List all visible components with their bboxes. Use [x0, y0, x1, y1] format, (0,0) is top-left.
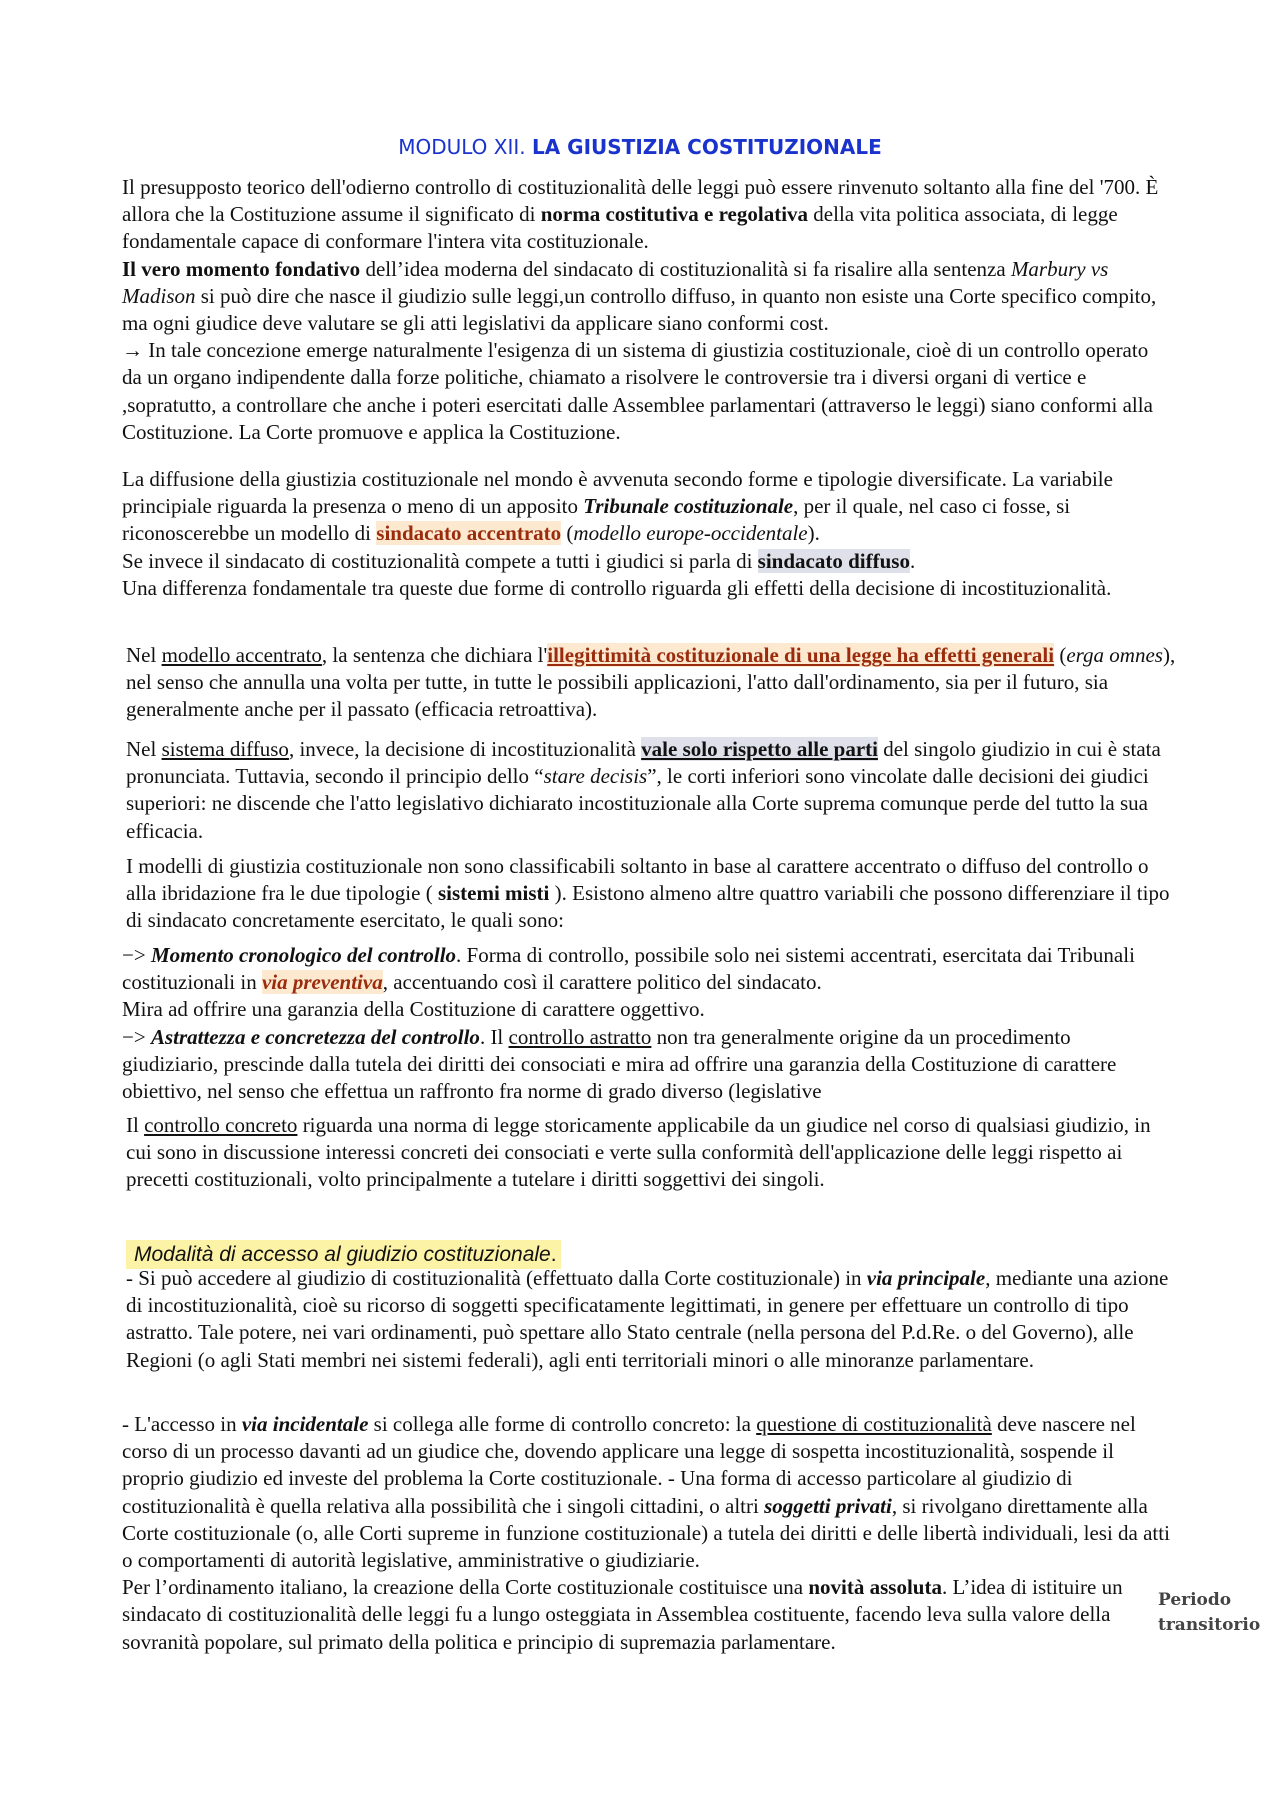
text: . Forma di controllo, possibile solo nei sistemi accentrati, esercitata dai Tribunali costituzionali in — [122, 943, 1135, 995]
text: Per l’ordinamento italiano, la creazione della Corte costituzionale costituisce una — [122, 1575, 809, 1600]
text: I modelli di giustizia costituzionale non sono classificabili soltanto in base al carattere accentrato o diffuso del controllo o alla ibridazione fra le due tipologie ( — [126, 854, 1149, 906]
text: dell’idea moderna del sindacato di costituzionalità si fa risalire alla sentenza — [360, 256, 1011, 281]
heading-dot: . — [550, 1243, 557, 1266]
text: Il presupposto teorico dell'odierno controllo di costituzionalità delle leggi può essere rinvenuto soltanto alla fine del '700. È allora che la Costituzione assume il significato di — [122, 175, 1159, 227]
margin-note — [1158, 1588, 1278, 1638]
text: deve nascere nel corso di un processo davanti ad un giudice che, dovendo applicare una legge di sospetta incostituzionalità, sospende il proprio giudizio ed investe del problema la Corte costituzionale. - Una forma di accesso particolare al giudizio di costituzionalità è quella relativa alla possibilità che i singoli cittadini, o altri — [122, 1412, 1136, 1518]
variabili-paragraph — [122, 942, 1172, 1105]
text: , si rivolgano direttamente alla Corte costituzionale (o, alle Corti supreme in funzione costituzionale) a tutela dei diritti e delle libertà individuali, lesi da atti o comportamenti di autorità legislative, amministrative o giudiziarie. — [122, 1493, 1170, 1573]
diffusion-paragraph — [122, 466, 1172, 602]
text: La diffusione della giustizia costituzionale nel mondo è avvenuta secondo forme e tipologie diversificate. La variabile principiale riguarda la presenza o meno di un apposito — [122, 467, 1113, 519]
accesso-paragraph — [126, 1265, 1176, 1374]
intro-paragraph — [122, 174, 1172, 446]
underlined-text: sistema diffuso — [161, 737, 289, 761]
text: si può dire che nasce il giudizio sulle leggi,un controllo diffuso, in quanto non esiste una Corte specifico compito, ma ogni giudice deve valutare se gli atti legislativi da applicare siano conformi cost. — [122, 283, 1157, 336]
arrow-icon: → — [122, 338, 143, 363]
text: si collega alle forme di controllo concreto: la — [368, 1412, 757, 1436]
text: ), nel senso che annulla una volta per tutte, in tutte le possibili applicazioni, l'atto dall'ordinamento, sia per il futuro, sia generalmente anche per il passato (efficacia retroattiva). — [126, 643, 1176, 722]
text: , accentuando così il carattere politico del sindacato. — [382, 970, 822, 995]
text: , mediante una azione di incostituzionalità, cioè su ricorso di soggetti specificatamente legittimati, in genere per effettuare un controllo di tipo astratto. Tale potere, nei vari ordinamenti, può spettare allo Stato centrale (nella persona del P.d.Re. o del Governo), alle Regioni (o agli Stati membri nei sistemi federali), agli enti territoriali minori o alle minoranze parlamentare. — [126, 1266, 1169, 1372]
underlined-text: modello accentrato — [161, 643, 322, 667]
text: , per il quale, nel caso ci fosse, si riconoscerebbe un modello di — [122, 494, 1071, 546]
text: Una differenza fondamentale tra queste due forme di controllo riguarda gli effetti della decisione di incostituzionalità. — [122, 575, 1112, 600]
modelli-paragraph — [126, 853, 1176, 935]
bold-italic-text: Astrattezza e concretezza del controllo — [150, 1024, 480, 1049]
bold-text: Il vero momento fondativo — [122, 256, 361, 281]
page-title — [0, 134, 1280, 161]
bold-text: novità assoluta — [808, 1575, 942, 1600]
text: ( — [1054, 643, 1067, 667]
bold-italic-text: via principale — [866, 1266, 986, 1290]
highlight-sindacato-accentrato: sindacato accentrato — [376, 521, 562, 546]
heading-text: Modalità di accesso al giudizio costituzionale — [134, 1243, 551, 1266]
arrow-icon: −> — [122, 943, 151, 967]
incidentale-paragraph — [122, 1411, 1172, 1656]
bold-text: norma costitutiva e regolativa — [540, 202, 809, 227]
title-prefix: MODULO XII. — [398, 135, 526, 159]
text: della vita politica associata, di legge fondamentale capace di conformare l'intera vita costituzionale. — [122, 202, 1118, 254]
text: Nel — [126, 643, 162, 667]
italic-text: Marbury vs Madison — [122, 256, 1109, 308]
text: . L’idea di istituire un sindacato di costituzionalità delle leggi fu a lungo osteggiata in Assemblea costituente, facendo leva sulla valore della sovranità popolare, sul primato della politica e principio di supremazia parlamentare. — [122, 1575, 1123, 1654]
text: Nel — [126, 737, 162, 761]
text: Il — [126, 1113, 145, 1137]
text: del singolo giudizio in cui è stata pronunciata. Tuttavia, secondo il principio dello “ — [126, 737, 1161, 789]
highlight-vale-solo-parti: vale solo rispetto alle parti — [641, 737, 878, 761]
bold-italic-text: via incidentale — [241, 1412, 369, 1436]
text: ). Esistono almeno altre quattro variabili che possono differenziare il tipo di sindacato concretamente esercitato, le quali sono: — [126, 881, 1170, 933]
underlined-text: questione di costituzionalità — [756, 1412, 992, 1436]
text: - Si può accedere al giudizio di costituzionalità (effettuato dalla Corte costituzionale) in — [126, 1266, 867, 1290]
text: . — [909, 548, 916, 573]
text: - L'accesso in — [122, 1412, 242, 1436]
highlight-via-preventiva: via preventiva — [261, 970, 383, 995]
text: riguarda una norma di legge storicamente applicabile da un giudice nel corso di qualsiasi giudizio, in cui sono in discussione interessi concreti dei consociati e verte sulla conformità dell'applicazione delle leggi rispetto ai precetti costituzionali, volto principalmente a tutelare i diritti soggettivi dei singoli. — [126, 1113, 1151, 1192]
text: , invece, la decisione di incostituzionalità — [288, 737, 642, 761]
text: Se invece il sindacato di costituzionalità compete a tutti i giudici si parla di — [122, 548, 758, 573]
text: In tale concezione emerge naturalmente l'esigenza di un sistema di giustizia costituzionale, cioè di un controllo operato da un organo indipendente dalla forze politiche, chiamato a risolvere le controversie tra i diversi organi di vertice e ,sopratutto, a controllare che anche i poteri esercitati dalle Assemblee parlamentari (attraverso le leggi) siano conformi alla Costituzione. La Corte promuove e applica la Costituzione. — [122, 338, 1153, 444]
text: . Il — [479, 1024, 509, 1049]
italic-text: erga omnes — [1066, 643, 1163, 667]
accentrato-paragraph — [126, 642, 1176, 724]
title-main: LA GIUSTIZIA COSTITUZIONALE — [532, 135, 882, 159]
text: ”, le corti inferiori sono vincolate dalle decisioni dei giudici superiori: ne discende che l'atto legislativo dichiarato incostituzionale alla Corte suprema comunque perde del tutto la sua efficacia. — [126, 764, 1149, 843]
text: ( — [561, 521, 574, 546]
highlight-sindacato-diffuso: sindacato diffuso — [757, 548, 910, 573]
text: ). — [807, 521, 820, 546]
bold-text: sistemi misti — [437, 881, 550, 906]
text: non tra generalmente origine da un procedimento giudiziario, prescinde dalla tutela dei diritti dei consociati e mira ad offrire una garanzia della Costituzione di carattere obiettivo, nel senso che effettua un raffronto fra norme di grado diverso (legislative — [122, 1024, 1117, 1104]
highlight-effetti-generali: illegittimità costituzionale di una legge ha effetti generali — [547, 643, 1055, 667]
text: Mira ad offrire una garanzia della Costituzione di carattere oggettivo. — [122, 997, 705, 1022]
underlined-text: controllo concreto — [144, 1113, 298, 1137]
bold-italic-text: Tribunale costituzionale — [583, 494, 794, 519]
italic-text: stare decisis — [543, 764, 648, 789]
margin-note-line: transitorio — [1158, 1615, 1261, 1635]
bold-italic-text: soggetti privati — [764, 1493, 892, 1518]
bold-italic-text: Momento cronologico del controllo — [150, 943, 457, 967]
arrow-icon: −> — [122, 1024, 151, 1049]
text: , la sentenza che dichiara l' — [321, 643, 548, 667]
margin-note-line: Periodo — [1158, 1590, 1232, 1610]
italic-text: modello europe-occidentale — [573, 521, 808, 546]
underlined-text: controllo astratto — [508, 1024, 652, 1049]
diffuso-paragraph — [126, 736, 1176, 845]
concreto-paragraph — [126, 1112, 1176, 1194]
